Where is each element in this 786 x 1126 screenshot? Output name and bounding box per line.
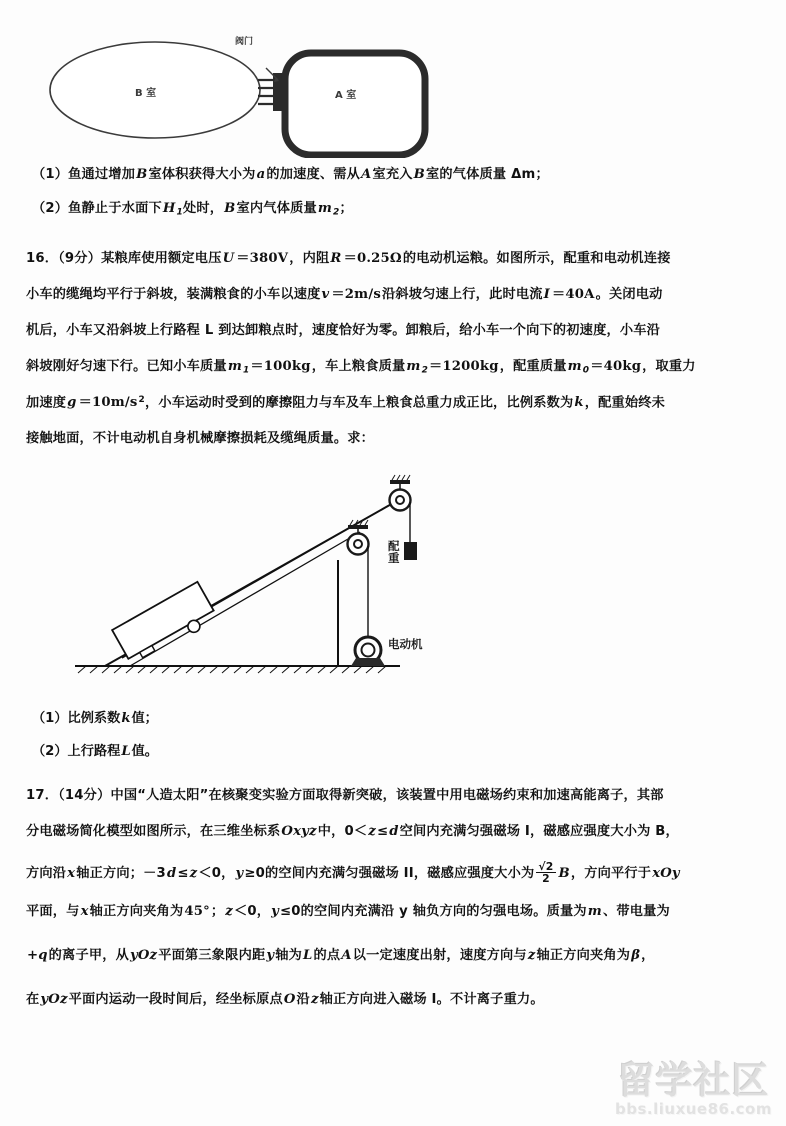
q16-var-R: R: [330, 251, 342, 266]
q17-l3-var-y: y: [235, 866, 244, 882]
q17-line1: [26, 789, 664, 802]
sqrt2-over-2-fraction: [534, 861, 557, 884]
counterweight-block: [404, 542, 417, 560]
q17-l3c: 的空间内充满匀强磁场 II，磁感应强度大小为: [264, 866, 535, 882]
q16-var-I: I: [543, 287, 550, 302]
motor: [351, 637, 385, 666]
counterweight-label-l1: 配: [388, 539, 400, 553]
q15-var-a: a: [256, 167, 266, 182]
q16-l1c: 的电动机运粮。如图所示，配重和电动机连接: [402, 251, 671, 266]
q16-var-m1: m: [227, 359, 242, 374]
q16-val-v: ＝2m/s: [331, 287, 381, 302]
q17-var-yOz: yOz: [130, 948, 158, 963]
q15-part1-mid2: 的加速度、需从: [266, 167, 361, 182]
q17-l4-var-y: y: [271, 904, 280, 919]
q16-l5b: ，小车运动时受到的摩擦阻力与车及车上粮食总重力成正比，比例系数为: [144, 395, 574, 411]
q17-l3-range2: ≤: [177, 866, 189, 882]
q16-l2c: 。关闭电动: [595, 287, 663, 302]
q16-var-m0: m: [567, 359, 582, 374]
pulley-top: [390, 475, 411, 511]
q16-val-m0: ＝40kg: [590, 359, 642, 374]
q16-l1b: ，内阻: [289, 251, 330, 266]
site-watermark: [615, 1059, 772, 1118]
q15-var-m-sub: 2: [333, 207, 340, 218]
q17-l5-var-z: z: [527, 948, 536, 963]
q16-sub2-var-L: L: [121, 744, 131, 759]
q17-l2b: 中，: [317, 824, 345, 839]
q17-l5b: 平面第三象限内距: [158, 948, 266, 963]
q17-l5-var-y: y: [266, 948, 275, 963]
q17-l6-var-O: O: [283, 992, 296, 1007]
q17-line2: [26, 825, 679, 838]
q16-l5c: ，配重始终未: [584, 395, 666, 411]
q17-l3d: ，方向平行于: [570, 866, 652, 882]
q17-var-Oxyz: Oxyz: [281, 824, 317, 839]
q17-l3b: 轴正方向；: [76, 866, 144, 882]
fraction-denominator: 2: [542, 872, 550, 886]
q17-l3-zero: 0: [255, 866, 265, 882]
q16-var-m0-sub: 0: [582, 365, 590, 376]
q17-angle-45: 45°: [184, 904, 210, 919]
q17-l3-var-x: x: [67, 866, 76, 882]
figure-fish-bladder-svg: [30, 28, 460, 158]
q16-sub2: [32, 740, 158, 759]
q15-var-b2: B: [413, 167, 425, 182]
q17-l1: 中国“人造太阳”在核聚变实验方面取得新突破，该装置中用电磁场约束和加速高能离子，其部: [110, 788, 664, 803]
q16-line1: [26, 252, 671, 265]
q15-part1-tail: 室的气体质量 Δm；: [426, 167, 549, 182]
chamber-a-label: A 室: [335, 90, 357, 101]
q17-l5e: 以一定速度出射，速度方向与: [352, 948, 527, 963]
q16-sub1-tail: 值；: [131, 711, 158, 726]
q17-l6d: 轴正方向进入磁场 I。不计离子重力。: [319, 992, 544, 1007]
q17-l5f: 轴正方向夹角为: [536, 948, 631, 963]
q17-var-d: d: [389, 824, 399, 839]
q17-l4-var-x: x: [80, 904, 89, 919]
q15-part1-mid: 室体积获得大小为: [148, 167, 256, 182]
q15-part1-mid3: 室充入: [372, 167, 413, 182]
q15-part1-prefix: （1）鱼通过增加: [32, 167, 136, 182]
q17-l5c: 轴为: [275, 948, 303, 963]
q15-part2-tail: ；: [339, 201, 353, 216]
watermark-url: bbs.liuxue86.com: [615, 1100, 772, 1118]
q15-part2: [32, 202, 353, 217]
q17-l2-range: 0＜: [344, 824, 368, 839]
q17-l2-range2: ≤: [376, 824, 389, 839]
q17-l2c: 空间内充满匀强磁场 I，磁感应强度大小为 B，: [399, 824, 679, 839]
q17-l5-var-A: A: [341, 948, 352, 963]
cart: [112, 582, 218, 668]
q17-l3-var-z: z: [189, 866, 198, 882]
q16-var-v: v: [321, 287, 330, 302]
q16-l2b: 沿斜坡匀速上行，此时电流: [381, 287, 543, 302]
q17-l6a: 在: [26, 992, 40, 1007]
q16-var-m1-sub: 1: [242, 365, 250, 376]
watermark-title: 留学社区: [617, 1059, 770, 1102]
q17-l6-var-yOz: yOz: [40, 992, 68, 1007]
chamber-b-label: B 室: [135, 88, 157, 99]
q16-sub1: [32, 707, 158, 726]
q17-var-beta: β: [631, 948, 641, 963]
q17-l3-range4: ≥: [244, 866, 256, 882]
pulley-mid: [348, 520, 369, 555]
q16-var-U: U: [222, 251, 235, 266]
q17-l5d: 的点: [313, 948, 341, 963]
q17-l3-range: －3: [143, 866, 166, 882]
q15-var-h: H: [162, 201, 176, 216]
q16-l4b: ，车上粮食质量: [311, 359, 406, 374]
q17-l4e: 、带电量为: [602, 904, 670, 919]
q16-val-I: ＝40A: [552, 287, 595, 302]
figure-incline-svg: [70, 470, 470, 685]
q15-var-b: B: [136, 167, 148, 182]
q16-sub2-prefix: （2）上行路程: [32, 744, 121, 759]
q17-l4b: 轴正方向夹角为: [89, 904, 184, 919]
q17-l3a: 方向沿: [26, 866, 67, 882]
q15-part2-mid: 处时，: [183, 201, 224, 216]
q17-var-xOy: xOy: [652, 866, 680, 882]
q16-l1a: 某粮库使用额定电压: [101, 251, 222, 266]
ground-hatching: [78, 666, 386, 673]
q16-line6: 接触地面，不计电动机自身机械摩擦损耗及缆绳质量。求：: [26, 431, 375, 446]
q17-line5: [26, 949, 655, 962]
q16-val-R: ＝0.25Ω: [343, 251, 402, 266]
q16-var-m2-sub: 2: [421, 365, 429, 376]
q16-line2: [26, 288, 663, 301]
q17-var-q: +q: [27, 948, 48, 963]
q16-line3: 机后，小车又沿斜坡上行路程 L 到达卸粮点时，速度恰好为零。卸粮后，给小车一个向下的初速度，小车沿: [26, 323, 661, 338]
q16-var-m2: m: [406, 359, 421, 374]
q17-l3-var-d: d: [166, 866, 177, 882]
q16-l4a: 斜坡刚好匀速下行。已知小车质量: [26, 359, 227, 374]
q16-sub1-var-k: k: [121, 711, 131, 726]
motor-base: [351, 658, 385, 666]
rope-lower: [130, 532, 360, 666]
q16-val-m2: ＝1200kg: [429, 359, 499, 374]
q15-part2-prefix: （2）鱼静止于水面下: [32, 201, 162, 216]
q16-val-U: ＝380V: [236, 251, 289, 266]
q15-part2-var-b: B: [224, 201, 236, 216]
q17-l4d: 的空间内充满沿 y 轴负方向的匀强电场。质量为: [300, 904, 587, 919]
q16-l2a: 小车的缆绳均平行于斜坡，装满粮食的小车以速度: [26, 287, 321, 302]
q16-sub1-prefix: （1）比例系数: [32, 711, 121, 726]
chamber-a-shape: [285, 53, 425, 155]
q16-number: 16．: [26, 251, 59, 266]
q15-part1: [32, 168, 549, 181]
q16-l4c: ，配重质量: [499, 359, 567, 374]
q16-l4d: ，取重力: [642, 359, 696, 374]
q16-val-g-exp: 2: [138, 395, 145, 405]
q17-l6c: 沿: [296, 992, 310, 1007]
figure-fish-bladder: [30, 28, 460, 158]
q17-l3-var-B: B: [558, 866, 570, 882]
q15-var-m: m: [317, 201, 333, 216]
q17-l2a: 分电磁场简化模型如图所示，在三维坐标系: [26, 824, 281, 839]
figure-incline-motor: [70, 470, 470, 685]
q17-line6: [26, 993, 544, 1006]
q17-l4c: ；: [210, 904, 225, 919]
q17-number: 17．: [26, 788, 59, 803]
counterweight-label-l2: 重: [388, 551, 400, 566]
q17-l4-var-m: m: [587, 904, 602, 919]
q17-line3: [26, 861, 681, 884]
q17-l6-var-z: z: [310, 992, 319, 1007]
q16-var-g: g: [67, 395, 77, 411]
q17-l5a: 的离子甲，从: [48, 948, 129, 963]
q16-val-g: ＝10m/s: [78, 395, 138, 411]
q15-var-h-sub: 1: [176, 207, 183, 218]
q16-line4: [26, 360, 696, 375]
q16-var-k: k: [574, 395, 584, 411]
motor-label: 电动机: [388, 637, 423, 651]
q17-l4-range2: ≤0: [280, 904, 301, 919]
q17-l5g: ，: [641, 948, 655, 963]
q16-val-m1: ＝100kg: [250, 359, 311, 374]
q16-l5a: 加速度: [26, 395, 67, 411]
q17-var-z: z: [368, 824, 376, 839]
counterweight-label: [388, 540, 400, 564]
q16-sub2-tail: 值。: [131, 744, 158, 759]
valve-label: 阀门: [235, 37, 254, 47]
q17-l6b: 平面内运动一段时间后，经坐标原点: [68, 992, 283, 1007]
q16-line5: [26, 396, 665, 410]
q17-l4-var-z: z: [225, 904, 233, 919]
q17-l4a: 平面，与: [26, 904, 80, 919]
q17-l4-range: ＜0，: [233, 904, 271, 919]
q17-line4: [26, 905, 670, 918]
fraction-numerator: √2: [538, 860, 554, 873]
q16-points: （9分）: [58, 251, 102, 266]
q15-var-a2: A: [361, 167, 372, 182]
q17-l3-range3: ＜0，: [198, 866, 235, 882]
q17-points: （14分）: [58, 788, 111, 803]
q17-l5-var-L: L: [303, 948, 313, 963]
q15-part2-mid2: 室内气体质量: [236, 201, 317, 216]
